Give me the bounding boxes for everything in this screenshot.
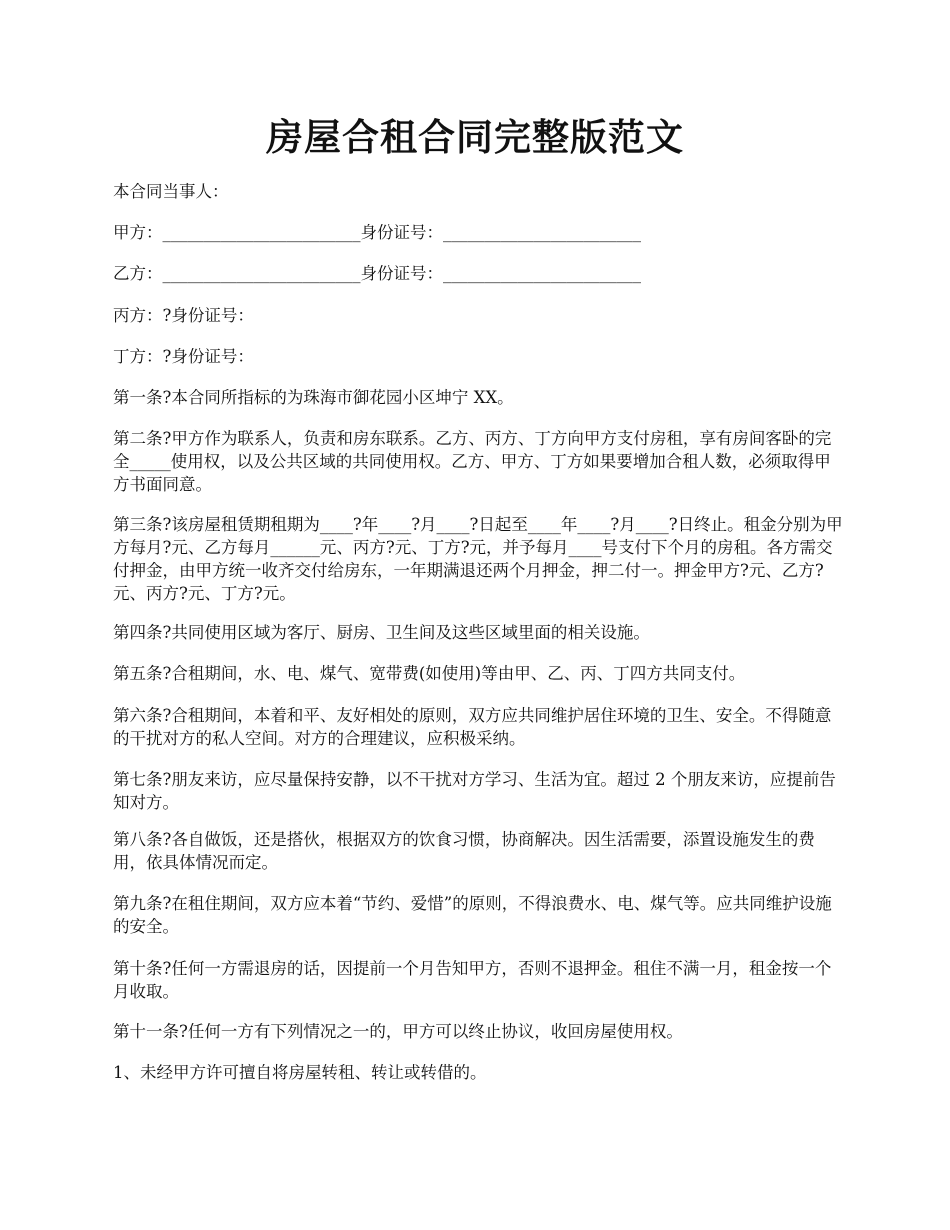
contract-parties-heading: 本合同当事人：: [113, 182, 229, 201]
article-2: 第二条?甲方作为联系人，负责和房东联系。乙方、丙方、丁方向甲方支付房租，享有房间客卧的完全_____使用权，以及公共区域的共同使用权。乙方、甲方、丁方如果要增加合租人数，必须取得甲方书面同意。: [113, 429, 832, 494]
party-c-line: 丙方：?身份证号：: [113, 306, 254, 325]
article-1: 第一条?本合同所指标的为珠海市御花园小区坤宁 XX。: [113, 388, 514, 407]
article-7: 第七条?朋友来访，应尽量保持安静，以不干扰对方学习、生活为宜。超过 2 个朋友来访，应提前告知对方。: [113, 770, 836, 812]
party-a-line: 甲方：________________________身份证号：________________________: [113, 223, 641, 242]
article-8: 第八条?各自做饭，还是搭伙，根据双方的饮食习惯，协商解决。因生活需要，添置设施发生的费用，依具体情况而定。: [113, 830, 815, 872]
party-d-line: 丁方：?身份证号：: [113, 347, 254, 366]
article-11-item-1: 1、未经甲方许可擅自将房屋转租、转让或转借的。: [113, 1063, 487, 1082]
article-5: 第五条?合租期间，水、电、煤气、宽带费(如使用)等由甲、乙、丙、丁四方共同支付。: [113, 664, 746, 683]
party-b-line: 乙方：________________________身份证号：________________________: [113, 264, 641, 283]
article-6: 第六条?合租期间，本着和平、友好相处的原则，双方应共同维护居住环境的卫生、安全。不得随意的干扰对方的私人空间。对方的合理建议，应积极采纳。: [113, 706, 832, 748]
article-11: 第十一条?任何一方有下列情况之一的，甲方可以终止协议，收回房屋使用权。: [113, 1022, 683, 1041]
article-3: 第三条?该房屋租赁期租期为____?年____?月____?日起至____年____?月____?日终止。租金分别为甲方每月?元、乙方每月______元、丙方?元、丁方?元，并予每月____号支付下个月的房租。各方需交付押金，由甲方统一收齐交付给房东，一年期满退还两个月押金，押二付一。押金甲方?元、乙方?元、丙方?元、丁方?元。: [113, 515, 843, 603]
document-title: 房屋合租合同完整版范文: [266, 115, 684, 159]
article-9: 第九条?在租住期间，双方应本着“节约、爱惜”的原则，不得浪费水、电、煤气等。应共同维护设施的安全。: [113, 894, 832, 936]
article-10: 第十条?任何一方需退房的话，因提前一个月告知甲方，否则不退押金。租住不满一月，租金按一个月收取。: [113, 959, 832, 1001]
article-4: 第四条?共同使用区域为客厅、厨房、卫生间及这些区域里面的相关设施。: [113, 623, 650, 642]
